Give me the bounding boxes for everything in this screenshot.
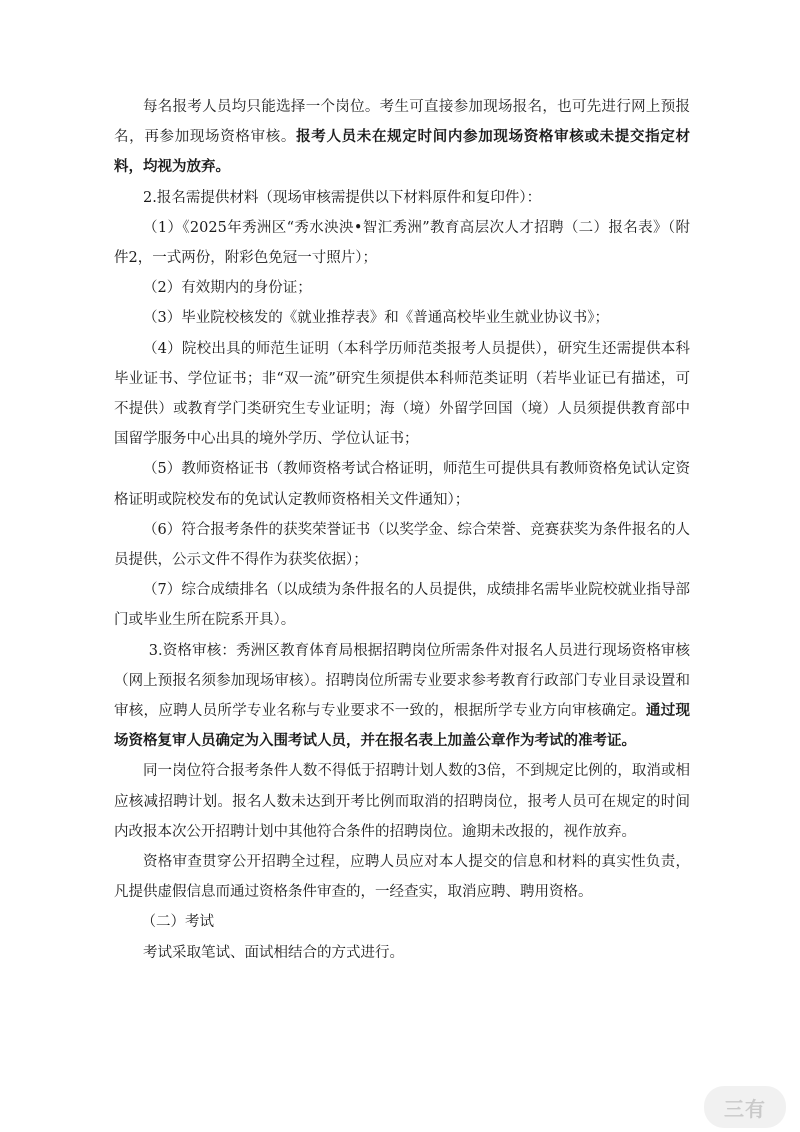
paragraph-ratio-rule: 同一岗位符合报考条件人数不得低于招聘计划人数的3倍，不到规定比例的，取消或相应核减招聘计划。报名人数未达到开考比例而取消的招聘岗位，报考人员可在规定的时间内改报本次公开招聘计划中其他符合条件的招聘岗位。逾期未改报的，视作放弃。: [114, 763, 690, 840]
list-item: （4）院校出具的师范生证明（本科学历师范类报考人员提供），研究生还需提供本科毕业证书、学位证书；非“双一流”研究生须提供本科师范类证明（若毕业证已有描述，可不提供）或教育学门类研究生专业证明；海（境）外留学回国（境）人员须提供教育部中国留学服务中心出具的境外学历、学位认证书；: [114, 340, 690, 448]
paragraph-text: 每名报考人员均只能选择一个岗位。考生可直接参加现场报名，也可先进行网上预报名，再参加现场资格审核。: [114, 99, 690, 146]
list-item: （6）符合报考条件的获奖荣誉证书（以奖学金、综合荣誉、竞赛获奖为条件报名的人员提供，公示文件不得作为获奖依据）；: [114, 521, 690, 569]
paragraph-registration-rule: [114, 92, 690, 183]
list-item: （5）教师资格证书（教师资格考试合格证明，师范生可提供具有教师资格免试认定资格证明或院校发布的免试认定教师资格相关文件通知）；: [114, 461, 690, 508]
document-body: [114, 92, 690, 968]
paragraph-bold-text: 报考人员未在规定时间内参加现场资格审核或未提交指定材料，均视为放弃。: [114, 128, 690, 176]
paragraph-text: 3.资格审核：秀洲区教育体育局根据招聘岗位所需条件对报名人员进行现场资格审核（网上预报名须参加现场审核）。招聘岗位所需专业要求参考教育行政部门专业目录设置和审核，应聘人员所学专业名称与专业要求不一致的，根据所学专业方向审核确定。: [114, 642, 690, 720]
section-materials-heading: 2.报名需提供材料（现场审核需提供以下材料原件和复印件）：: [143, 189, 542, 206]
paragraph-exam-method: 考试采取笔试、面试相结合的方式进行。: [143, 944, 404, 961]
list-item: （7）综合成绩排名（以成绩为条件报名的人员提供，成绩排名需毕业院校就业指导部门或毕业生所在院系开具）。: [114, 582, 690, 629]
paragraph-bold-text: 通过现场资格复审人员确定为入围考试人员，并在报名表上加盖公章作为考试的准考证。: [114, 702, 691, 750]
list-item: （3）毕业院校核发的《就业推荐表》和《普通高校毕业生就业协议书》；: [143, 310, 609, 327]
watermark-logo: 三有: [704, 1086, 786, 1128]
paragraph-qualification-review: [114, 636, 690, 757]
list-item: （2）有效期内的身份证；: [143, 280, 312, 297]
section-exam-heading: （二）考试: [141, 914, 215, 931]
paragraph-authenticity-rule: 资格审查贯穿公开招聘全过程，应聘人员应对本人提交的信息和材料的真实性负责，凡提供虚假信息而通过资格条件审查的，一经查实，取消应聘、聘用资格。: [114, 854, 690, 901]
list-item: （1）《2025年秀洲区“秀水泱泱•智汇秀洲”教育高层次人才招聘（二）报名表》（附件2，一式两份，附彩色免冠一寸照片）；: [114, 219, 690, 267]
